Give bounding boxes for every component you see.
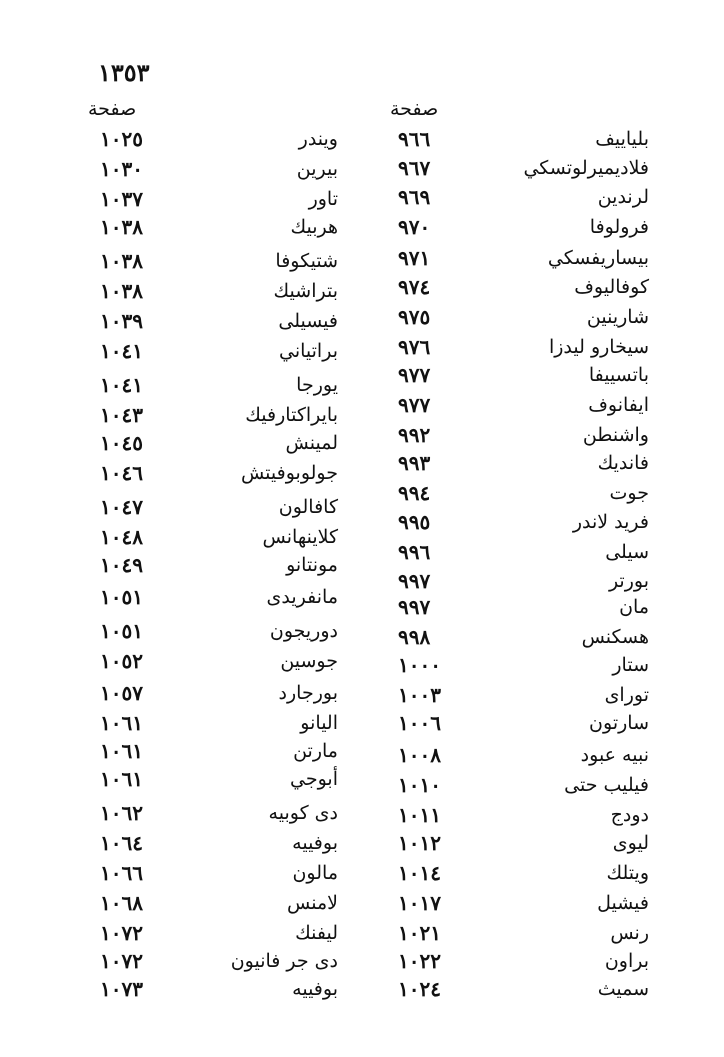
- left-column-entry-name: بيرين: [296, 158, 338, 180]
- right-column-entry-page: ١٠١٠: [398, 773, 441, 797]
- right-column-entry-name: فيليب حتى: [564, 774, 649, 796]
- left-column-entry-page: ١٠٦١: [100, 739, 143, 763]
- right-column-entry-name: نبيه عبود: [580, 744, 649, 766]
- left-column-entry: [0, 246, 724, 276]
- left-column-entry-page: ١٠٣٩: [100, 309, 143, 333]
- left-column-entry-page: ١٠٧٢: [100, 949, 143, 973]
- right-column-entry-page: ٩٧١: [398, 246, 431, 270]
- left-column-entry: [0, 708, 724, 738]
- right-column-entry-name: فانديك: [597, 452, 649, 474]
- left-column-entry-name: بتراشيك: [273, 280, 338, 302]
- right-column-entry-name: سارتون: [589, 712, 649, 734]
- left-column-entry-page: ١٠٣٨: [100, 249, 143, 273]
- right-column-entry-page: ٩٧٠: [398, 215, 431, 239]
- left-column-entry-page: ١٠٤٣: [100, 403, 143, 427]
- right-column-entry-page: ٩٦٩: [398, 185, 431, 209]
- left-column-entry: [0, 336, 724, 366]
- left-column-entry: [0, 736, 724, 766]
- left-column-entry: [0, 400, 724, 430]
- left-column-entry-page: ١٠٥١: [100, 619, 143, 643]
- left-column-entry: [0, 212, 724, 242]
- left-column-entry-name: يورجا: [296, 374, 338, 396]
- left-column-entry-name: مونتانو: [286, 554, 338, 576]
- left-column-entry: [0, 154, 724, 184]
- right-column-entry-name: ستار: [612, 654, 649, 676]
- right-column-entry-page: ٩٦٧: [398, 156, 431, 180]
- right-column-entry-page: ٩٧٧: [398, 393, 431, 417]
- left-column-entry-name: مالون: [292, 862, 338, 884]
- left-column-entry: [0, 550, 724, 580]
- right-column-entry-name: فيشيل: [597, 892, 649, 914]
- left-column-entry-page: ١٠٤٧: [100, 495, 143, 519]
- right-column-entry-page: ١٠٢١: [398, 921, 441, 945]
- left-column-entry-page: ١٠٣٨: [100, 215, 143, 239]
- left-column-entry-name: جوسين: [280, 650, 338, 672]
- left-column-entry-name: لمينش: [285, 432, 338, 454]
- left-column-entry: [0, 306, 724, 336]
- right-column-entry-page: ١٠٠٨: [398, 743, 441, 767]
- left-column-entry: [0, 582, 724, 612]
- right-column-entry-name: فرولوفا: [589, 216, 649, 238]
- left-column-entry-page: ١٠٦٤: [100, 831, 143, 855]
- left-column-entry-name: دى كوبيه: [268, 802, 338, 824]
- right-column-entry-name: سيخارو ليدزا: [548, 336, 649, 358]
- left-column-entry: [0, 458, 724, 488]
- left-column-entry-name: بوفييه: [292, 832, 338, 854]
- right-column-entry-name: لرندين: [597, 186, 649, 208]
- left-column-entry-page: ١٠٤١: [100, 339, 143, 363]
- left-column-entry-name: كافالون: [278, 496, 338, 518]
- right-column-entry-page: ٩٩٧: [398, 595, 431, 619]
- right-column-header: صفحة: [390, 98, 439, 120]
- right-column-entry-name: سيلى: [605, 541, 649, 563]
- right-column-entry-page: ١٠٠٣: [398, 683, 441, 707]
- left-column-entry: [0, 492, 724, 522]
- left-column-entry-name: اليانو: [300, 712, 338, 734]
- right-column-entry-page: ١٠١٤: [398, 861, 441, 885]
- left-column-entry: [0, 858, 724, 888]
- left-column-entry: [0, 946, 724, 976]
- right-column-entry-name: هسكنس: [581, 626, 649, 648]
- right-column-entry-name: مان: [619, 596, 649, 618]
- right-column-entry-name: دودج: [610, 804, 649, 826]
- left-column-entry-page: ١٠٦٢: [100, 801, 143, 825]
- left-column-entry-page: ١٠٣٨: [100, 279, 143, 303]
- right-column-entry-page: ٩٩٢: [398, 423, 431, 447]
- left-column-entry-name: كلاينهانس: [262, 526, 338, 548]
- left-column-entry-name: براتياني: [279, 340, 338, 362]
- left-column-entry-page: ١٠٤٥: [100, 431, 143, 455]
- right-column-entry-page: ٩٩٥: [398, 510, 431, 534]
- left-column-entry-page: ١٠٥٧: [100, 681, 143, 705]
- left-column-entry: [0, 428, 724, 458]
- right-column-entry-page: ٩٧٧: [398, 363, 431, 387]
- right-column-entry-name: ليوى: [612, 832, 649, 854]
- left-column-entry: [0, 276, 724, 306]
- left-column-entry-name: أبوجي: [290, 768, 338, 790]
- right-column-entry-page: ١٠٢٤: [398, 977, 441, 1001]
- left-column-entry-name: جولوبوفيتش: [240, 462, 338, 484]
- right-column-entry-name: ويتلك: [606, 862, 649, 884]
- left-column-entry: [0, 888, 724, 918]
- left-column-entry-name: بورجارد: [278, 682, 338, 704]
- left-column-entry-name: لامنس: [287, 892, 338, 914]
- right-column-entry-page: ٩٧٤: [398, 275, 431, 299]
- left-column-entry-page: ١٠٦٦: [100, 861, 143, 885]
- right-column-entry-name: رنس: [610, 922, 649, 944]
- right-column-entry-name: واشنطن: [582, 424, 649, 446]
- left-column-entry-page: ١٠٤١: [100, 373, 143, 397]
- right-column-entry-name: جوت: [609, 482, 649, 504]
- right-column-entry-page: ٩٩٧: [398, 569, 431, 593]
- left-column-entry-name: شتيكوفا: [275, 250, 338, 272]
- left-column-entry-page: ١٠٧٣: [100, 977, 143, 1001]
- right-column-entry-page: ١٠١٢: [398, 831, 441, 855]
- right-column-entry-page: ١٠٠٦: [398, 711, 441, 735]
- right-column-entry-page: ٩٧٦: [398, 335, 431, 359]
- left-column-entry-name: دى جر فانيون: [230, 950, 338, 972]
- left-column-entry-page: ١٠٣٠: [100, 157, 143, 181]
- left-column-header: صفحة: [88, 98, 137, 120]
- left-column-entry: [0, 918, 724, 948]
- right-column-entry-page: ١٠١٧: [398, 891, 441, 915]
- left-column-entry: [0, 124, 724, 154]
- right-column-entry-page: ١٠٠٠: [398, 653, 441, 677]
- page-number: ١٣٥٣: [98, 58, 150, 87]
- left-column-entry-name: فيسيلى: [278, 310, 338, 332]
- right-column-entry-page: ٩٦٦: [398, 127, 431, 151]
- left-column-entry-page: ١٠٧٢: [100, 921, 143, 945]
- left-column-entry-page: ١٠٦٨: [100, 891, 143, 915]
- left-column-entry-page: ١٠٤٦: [100, 461, 143, 485]
- left-column-entry-name: تاور: [308, 188, 338, 210]
- right-column-entry-name: ايفانوف: [588, 394, 649, 416]
- right-column-entry-name: بيساريفسكي: [547, 247, 649, 269]
- right-column-entry-page: ٩٧٥: [398, 305, 431, 329]
- left-column-entry: [0, 646, 724, 676]
- right-column-entry-page: ٩٩٦: [398, 540, 431, 564]
- right-column-entry-name: براون: [604, 950, 649, 972]
- left-column-entry-name: هربيك: [290, 216, 338, 238]
- left-column-entry-page: ١٠٣٧: [100, 187, 143, 211]
- left-column-entry-page: ١٠٤٨: [100, 525, 143, 549]
- left-column-entry: [0, 616, 724, 646]
- left-column-entry: [0, 764, 724, 794]
- right-column-entry-name: بلياييف: [595, 128, 649, 150]
- left-column-entry-name: ليفنك: [295, 922, 338, 944]
- left-column-entry-name: بوفييه: [292, 978, 338, 1000]
- left-column-entry-page: ١٠٢٥: [100, 127, 143, 151]
- right-column-entry-page: ٩٩٨: [398, 625, 431, 649]
- right-column-entry-page: ٩٩٤: [398, 481, 431, 505]
- left-column-entry-name: مانفريدى: [266, 586, 338, 608]
- left-column-entry: [0, 974, 724, 1004]
- left-column-entry-page: ١٠٦١: [100, 767, 143, 791]
- left-column-entry: [0, 522, 724, 552]
- right-column-entry-name: فلاديميرلوتسكي: [523, 157, 649, 179]
- left-column-entry: [0, 828, 724, 858]
- left-column-entry: [0, 184, 724, 214]
- right-column-entry-name: باتسييفا: [588, 364, 649, 386]
- left-column-entry-name: ويندر: [298, 128, 338, 150]
- right-column-entry-page: ١٠٢٢: [398, 949, 441, 973]
- left-column-entry: [0, 798, 724, 828]
- left-column-entry-name: بايراكتارفيك: [245, 404, 338, 426]
- right-column-entry-name: شارينين: [586, 306, 649, 328]
- right-column-entry-name: كوفاليوف: [574, 276, 649, 298]
- right-column-entry-name: سميث: [597, 978, 649, 1000]
- left-column-entry-page: ١٠٦١: [100, 711, 143, 735]
- left-column-entry: [0, 370, 724, 400]
- right-column-entry-page: ١٠١١: [398, 803, 441, 827]
- right-column-entry-name: توراى: [604, 684, 649, 706]
- left-column-entry: [0, 678, 724, 708]
- left-column-entry-name: دوريجون: [269, 620, 338, 642]
- right-column-entry-page: ٩٩٣: [398, 451, 431, 475]
- left-column-entry-page: ١٠٤٩: [100, 553, 143, 577]
- left-column-entry-page: ١٠٥٢: [100, 649, 143, 673]
- right-column-entry-name: بورتر: [608, 570, 649, 592]
- left-column-entry-name: مارتن: [293, 740, 338, 762]
- right-column-entry-name: فريد لاندر: [572, 511, 649, 533]
- left-column-entry-page: ١٠٥١: [100, 585, 143, 609]
